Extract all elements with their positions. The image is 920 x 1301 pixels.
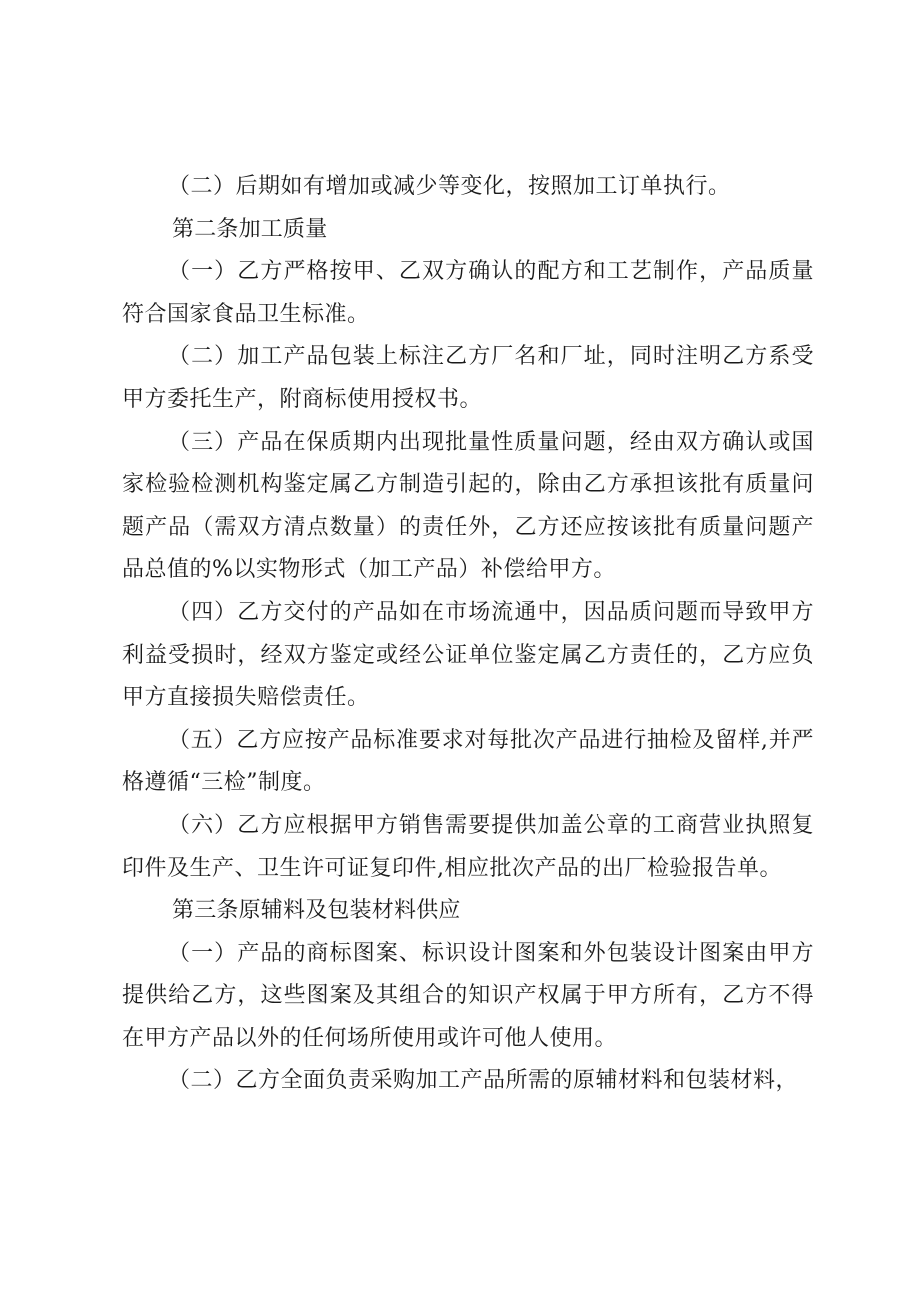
- paragraph-item-2-packaging-label: （二）加工产品包装上标注乙方厂名和厂址，同时注明乙方系受甲方委托生产，附商标使用授权书。: [122, 344, 814, 412]
- clause-heading-materials-supply: 第三条原辅料及包装材料供应: [172, 898, 461, 924]
- paragraph-item-2-material-purchase: （二）乙方全面负责采购加工产品所需的原辅材料和包装材料，: [168, 1068, 799, 1094]
- paragraph-item-1-trademark-design: （一）产品的商标图案、标识设计图案和外包装设计图案由甲方提供给乙方，这些图案及其组合的知识产权属于甲方所有，乙方不得在甲方产品以外的任何场所使用或许可他人使用。: [122, 940, 814, 1051]
- paragraph-item-4-market-liability: （四）乙方交付的产品如在市场流通中，因品质问题而导致甲方利益受损时，经双方鉴定或经公证单位鉴定属乙方责任的，乙方应负甲方直接损失赔偿责任。: [122, 599, 814, 711]
- paragraph-item-1-formula-standard: （一）乙方严格按甲、乙双方确认的配方和工艺制作，产品质量符合国家食品卫生标准。: [122, 259, 814, 327]
- paragraph-item-2-quantity-changes: （二）后期如有增加或减少等变化，按照加工订单执行。: [168, 174, 731, 199]
- paragraph-item-3-quality-issues: （三）产品在保质期内出现批量性质量问题，经由双方确认或国家检验检测机构鉴定属乙方制造引起的，除由乙方承担该批有质量问题产品（需双方清点数量）的责任外，乙方还应按该批有质量问题产品总值的%以实物形式（加工产品）补偿给甲方。: [122, 429, 814, 583]
- document-body: [122, 166, 814, 1103]
- clause-heading-processing-quality: 第二条加工质量: [172, 216, 328, 242]
- paragraph-item-5-sampling: （五）乙方应按产品标准要求对每批次产品进行抽检及留样,并严格遵循“三检”制度。: [122, 727, 814, 796]
- paragraph-item-6-licenses: （六）乙方应根据甲方销售需要提供加盖公章的工商营业执照复印件及生产、卫生许可证复印件,相应批次产品的出厂检验报告单。: [122, 812, 814, 881]
